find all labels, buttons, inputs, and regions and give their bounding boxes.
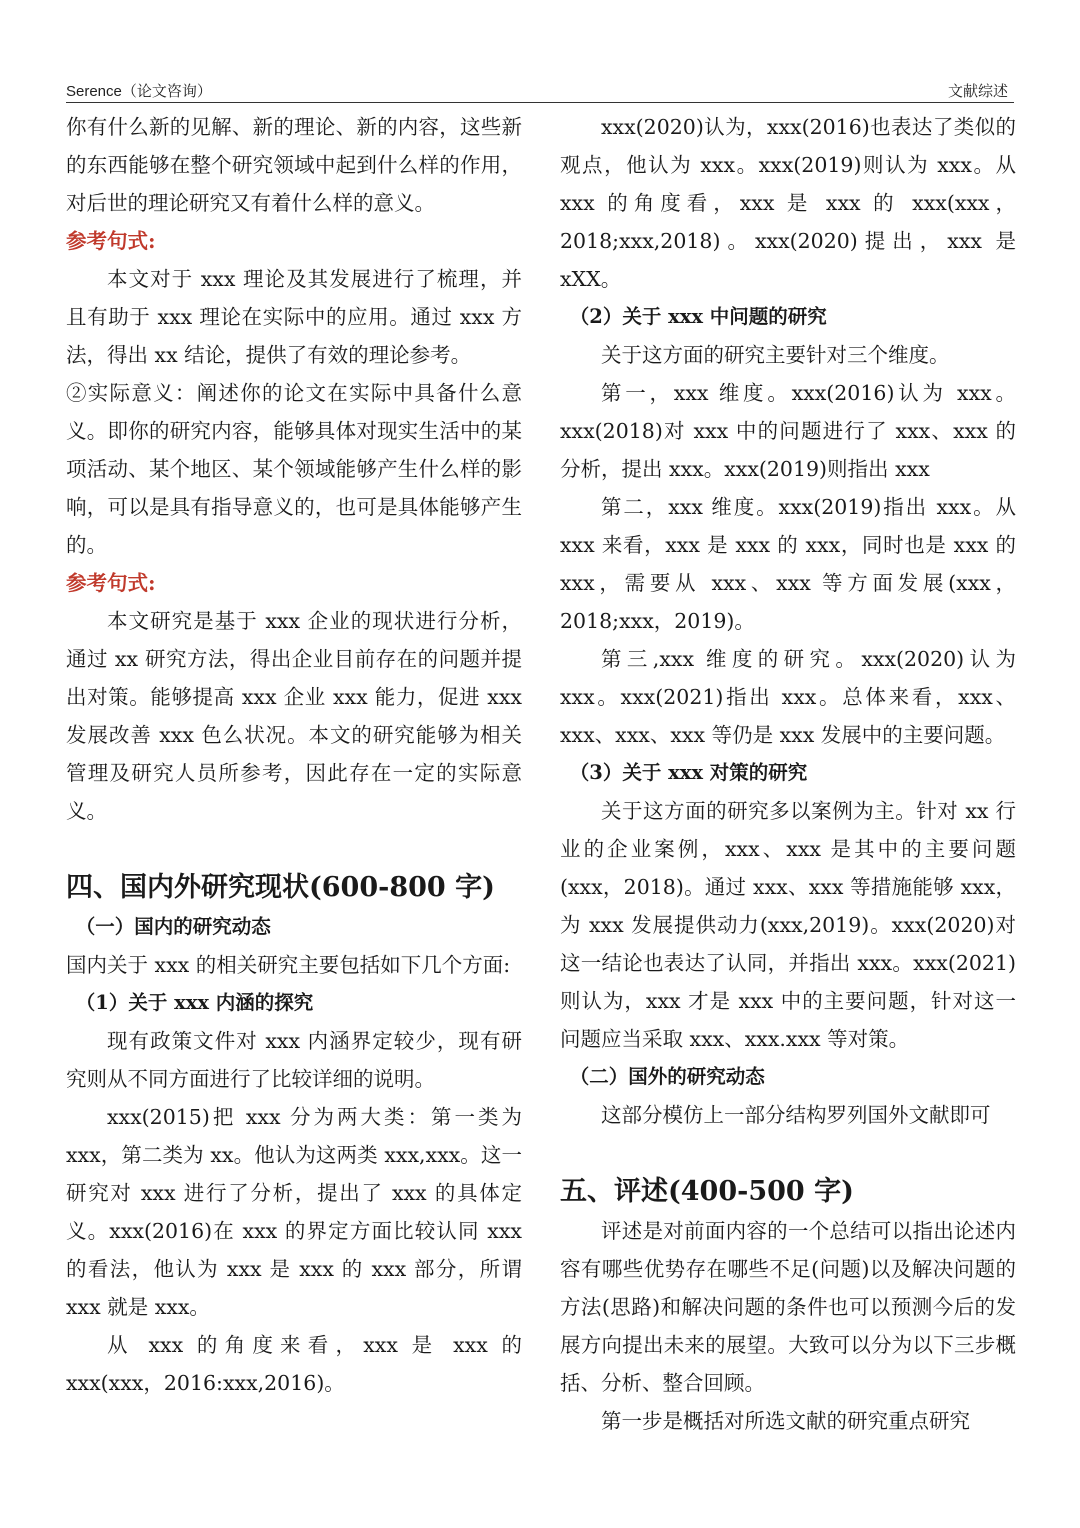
paragraph: xxx(2015)把 xxx 分为两大类：第一类为 xxx，第二类为 xx。他认为这两类 xxx,xxx。这一研究对 xxx 进行了分析，提出了 xxx 的具体定义。xxx(2016)在 xxx 的界定方面比较认同 xxx 的看法，他认为 xxx 是 xxx 的 xxx 部分，所谓 xxx 就是 xxx。: [66, 1105, 522, 1319]
paragraph: xxx(2020)认为，xxx(2016)也表达了类似的观点，他认为 xxx。xxx(2019)则认为 xxx。从 xxx 的角度看，xxx 是 xxx 的 xxx(xxx，2018;xxx,2018)。xxx(2020)提出，xxx 是 xXX。: [560, 115, 1016, 291]
subsection-heading: （一）国内的研究动态: [75, 915, 271, 938]
paragraph: 这部分模仿上一部分结构罗列国外文献即可: [601, 1103, 991, 1127]
header-left-text: Serence（论文咨询）: [66, 83, 212, 100]
reference-label: 参考句式:: [66, 571, 156, 595]
subsection-heading: （二）国外的研究动态: [569, 1065, 765, 1088]
subsection-heading: （1）关于 xxx 内涵的探究: [75, 991, 314, 1014]
paragraph: ②实际意义：阐述你的论文在实际中具备什么意义。即你的研究内容，能够具体对现实生活中的某项活动、某个地区、某个领域能够产生什么样的影响，可以是具有指导意义的，也可是具体能够产生的。: [66, 381, 522, 557]
paragraph: 第三,xxx 维度的研究。xxx(2020)认为 xxx。xxx(2021)指出 xxx。总体来看，xxx、xxx、xxx、xxx 等仍是 xxx 发展中的主要问题。: [560, 647, 1016, 747]
section-heading: 四、国内外研究现状(600-800 字): [66, 872, 495, 903]
paragraph: 国内关于 xxx 的相关研究主要包括如下几个方面:: [66, 953, 511, 977]
left-column: [66, 108, 522, 1402]
paragraph: 你有什么新的见解、新的理论、新的内容，这些新的东西能够在整个研究领域中起到什么样的作用，对后世的理论研究又有着什么样的意义。: [66, 115, 522, 215]
paragraph: 本文研究是基于 xxx 企业的现状进行分析，通过 xx 研究方法，得出企业目前存在的问题并提出对策。能够提高 xxx 企业 xxx 能力，促进 xxx 发展改善 xxx 色么状况。本文的研究能够为相关管理及研究人员所参考，因此存在一定的实际意义。: [66, 609, 522, 823]
paragraph: 关于这方面的研究多以案例为主。针对 xx 行业的企业案例，xxx、xxx 是其中的主要问题(xxx，2018)。通过 xxx、xxx 等措施能够 xxx，为 xxx 发展提供动力(xxx,2019)。xxx(2020)对这一结论也表达了认同，并指出 xxx。xxx(2021)则认为，xxx 才是 xxx 中的主要问题，针对这一问题应当采取 xxx、xxx.xxx 等对策。: [560, 799, 1016, 1051]
paragraph: 关于这方面的研究主要针对三个维度。: [601, 343, 950, 367]
paragraph: 第一步是概括对所选文献的研究重点研究: [601, 1409, 970, 1433]
paragraph: 现有政策文件对 xxx 内涵界定较少，现有研究则从不同方面进行了比较详细的说明。: [66, 1029, 522, 1091]
page-header: [66, 76, 1014, 103]
reference-label: 参考句式:: [66, 229, 156, 253]
subsection-heading: （3）关于 xxx 对策的研究: [569, 761, 808, 784]
paragraph: 评述是对前面内容的一个总结可以指出论述内容有哪些优势存在哪些不足(问题)以及解决问题的方法(思路)和解决问题的条件也可以预测今后的发展方向提出未来的展望。大致可以分为以下三步概括、分析、整合回顾。: [560, 1219, 1016, 1395]
spacer: [560, 1134, 1016, 1172]
paragraph: 第一，xxx 维度。xxx(2016)认为 xxx。xxx(2018)对 xxx 中的问题进行了 xxx、xxx 的分析，提出 xxx。xxx(2019)则指出 xxx: [560, 381, 1016, 481]
right-column: [560, 108, 1016, 1440]
section-heading: 五、评述(400-500 字): [560, 1176, 854, 1207]
paragraph: 从 xxx 的角度来看，xxx 是 xxx 的 xxx(xxx，2016:xxx,2016)。: [66, 1333, 522, 1395]
spacer: [66, 830, 522, 868]
paragraph: 第二，xxx 维度。xxx(2019)指出 xxx。从 xxx 来看，xxx 是 xxx 的 xxx，同时也是 xxx 的 xxx，需要从 xxx、xxx 等方面发展(xxx，2018;xxx，2019)。: [560, 495, 1016, 633]
header-right-text: 文献综述: [947, 82, 1008, 100]
paragraph: 本文对于 xxx 理论及其发展进行了梳理，并且有助于 xxx 理论在实际中的应用。通过 xxx 方法，得出 xx 结论，提供了有效的理论参考。: [66, 267, 522, 367]
subsection-heading: （2）关于 xxx 中问题的研究: [569, 305, 827, 328]
